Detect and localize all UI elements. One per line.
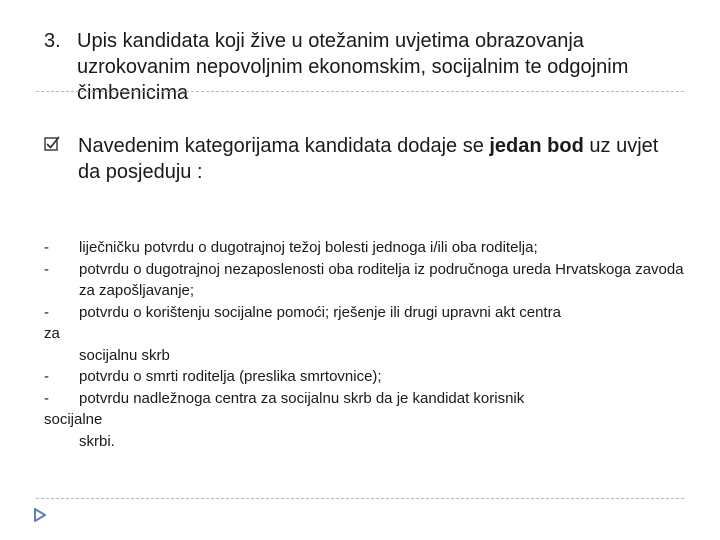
list-dash: - bbox=[44, 260, 49, 278]
list-item-wrap-word: za bbox=[44, 325, 60, 342]
list-item-continuation: skrbi. bbox=[79, 432, 115, 450]
list-item-text: potvrdu nadležnoga centra za socijalnu skrb da je kandidat korisnik bbox=[79, 389, 525, 407]
title-divider bbox=[36, 91, 684, 92]
list-item bbox=[44, 302, 684, 367]
title-text: Upis kandidata koji žive u otežanim uvjetima obrazovanja uzrokovanim nepovoljnim ekonomskim, socijalnim te odgojnim čimbenicima bbox=[77, 30, 629, 104]
list-dash: - bbox=[44, 368, 49, 385]
checkbox-checked-icon bbox=[44, 136, 60, 152]
title-number: 3. bbox=[44, 30, 61, 52]
list-dash: - bbox=[44, 303, 49, 321]
list-dash: - bbox=[44, 389, 49, 407]
intro-text-start: Navedenim kategorijama kandidata dodaje se bbox=[78, 135, 490, 157]
requirements-list bbox=[44, 237, 684, 452]
intro-text-bold: jedan bod bbox=[489, 135, 584, 157]
list-item bbox=[44, 237, 684, 259]
list-item-text: potvrdu o smrti roditelja (preslika smrtovnice); bbox=[79, 368, 382, 385]
intro-text-end: uz uvjet da posjeduju : bbox=[78, 135, 659, 183]
play-triangle-icon[interactable] bbox=[33, 508, 47, 522]
list-item bbox=[44, 259, 684, 302]
intro-text bbox=[78, 133, 678, 185]
list-item-text: potvrdu o korištenju socijalne pomoći; rješenje ili drugi upravni akt centra bbox=[79, 303, 561, 321]
list-item bbox=[44, 388, 684, 453]
list-item-wrap-word: socijalne bbox=[44, 411, 103, 428]
list-item-text: liječničku potvrdu o dugotrajnoj težoj bolesti jednoga i/ili oba roditelja; bbox=[79, 239, 538, 256]
list-item bbox=[44, 366, 684, 388]
list-item-text: potvrdu o dugotrajnoj nezaposlenosti oba roditelja iz područnoga ureda Hrvatskoga zavoda za zapošljavanje; bbox=[79, 260, 684, 299]
footer-divider bbox=[36, 498, 684, 499]
list-dash: - bbox=[44, 239, 49, 256]
list-item-continuation: socijalnu skrb bbox=[79, 346, 170, 364]
